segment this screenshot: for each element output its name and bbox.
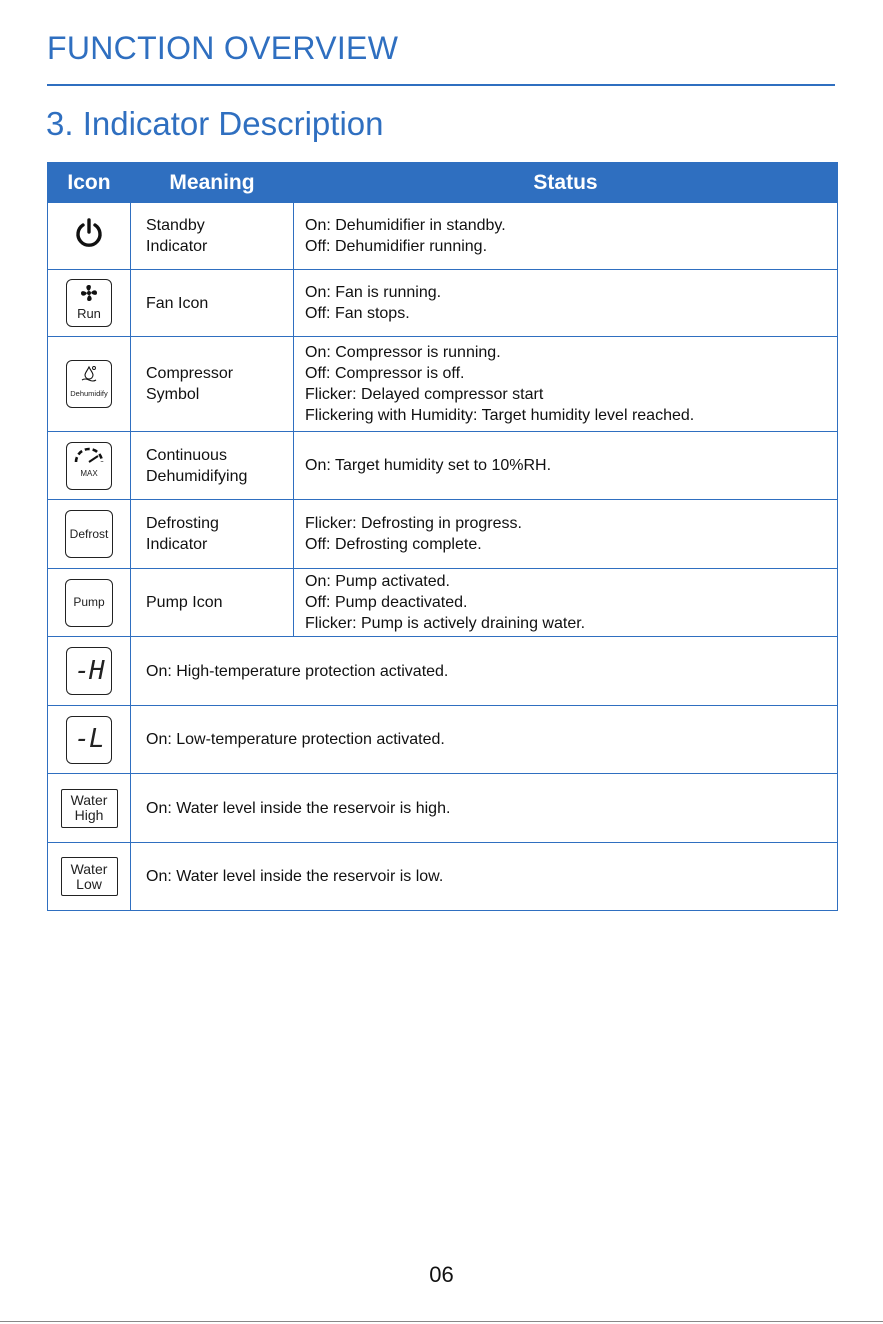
status-line <box>305 405 837 426</box>
pump-icon: Pump <box>65 579 113 627</box>
table-row <box>48 774 838 843</box>
status-cell <box>294 500 838 569</box>
meaning-cell <box>131 569 294 637</box>
icon-cell <box>48 637 131 706</box>
status-cell <box>131 637 838 706</box>
meaning-line: Pump Icon <box>146 594 223 611</box>
meaning-line: Standby <box>146 217 205 234</box>
meaning-cell <box>131 270 294 337</box>
column-header-meaning: Meaning <box>131 163 294 203</box>
status-line <box>305 236 837 257</box>
status-line <box>146 729 837 750</box>
meaning-line: Defrosting <box>146 515 219 532</box>
fan-badge-label: Run <box>77 305 101 321</box>
status-key: On <box>146 868 168 885</box>
status-value: : High-temperature protection activated. <box>167 662 449 680</box>
icon-cell <box>48 270 131 337</box>
water-high-icon <box>61 789 118 828</box>
meaning-line: Compressor <box>146 365 234 382</box>
water-low-icon <box>61 857 118 896</box>
meaning-cell <box>131 337 294 432</box>
status-line <box>305 363 837 384</box>
status-key: Flickering with Humidity <box>305 407 474 424</box>
status-line <box>305 342 837 363</box>
max-gauge-icon <box>73 447 105 463</box>
table-row <box>48 637 838 706</box>
table-row <box>48 569 838 637</box>
meaning-line: Fan Icon <box>146 294 209 312</box>
dehumidify-icon <box>80 365 98 383</box>
indicator-table <box>47 162 838 911</box>
status-cell <box>131 843 838 911</box>
status-value: : Fan stops. <box>326 305 410 322</box>
water-high-label-line: Water <box>70 792 108 808</box>
status-line <box>305 534 837 555</box>
meaning-line: Dehumidifying <box>146 467 248 485</box>
table-header-row <box>48 163 838 203</box>
water-low-label-line: Water <box>70 860 108 877</box>
status-cell <box>294 432 838 500</box>
status-value: : Target humidity set to 10%RH. <box>326 457 552 474</box>
high-temp-icon: -H <box>66 647 112 695</box>
status-line <box>146 798 837 819</box>
status-value: : Pump is actively draining water. <box>352 615 586 632</box>
status-key: Off <box>305 594 327 611</box>
status-value: : Dehumidifier running. <box>326 238 488 255</box>
status-cell <box>131 706 838 774</box>
status-key: On <box>146 799 168 817</box>
status-key: Off <box>305 536 327 553</box>
status-value: : Fan is running. <box>326 284 442 301</box>
status-value: : Dehumidifier in standby. <box>326 217 506 234</box>
water-high-label-line: High <box>74 807 104 823</box>
status-line <box>305 455 837 476</box>
status-key: Off <box>305 305 327 322</box>
max-badge <box>66 442 112 490</box>
status-key: Flicker <box>305 386 353 403</box>
status-value: : Compressor is off. <box>326 365 465 382</box>
page-header-title: FUNCTION OVERVIEW <box>47 30 399 66</box>
status-value: : Defrosting in progress. <box>352 515 522 532</box>
status-cell <box>294 569 838 637</box>
page-number: 06 <box>429 1262 454 1287</box>
meaning-cell <box>131 203 294 270</box>
status-value: : Delayed compressor start <box>352 386 544 403</box>
section-title: 3. Indicator Description <box>46 105 384 142</box>
status-key: Off <box>305 238 327 255</box>
icon-cell <box>48 432 131 500</box>
icon-cell <box>48 843 131 911</box>
power-icon <box>75 217 103 249</box>
column-header-status: Status <box>294 163 838 203</box>
low-temp-icon: -L <box>66 716 112 764</box>
meaning-cell <box>131 432 294 500</box>
status-key: On <box>146 662 168 680</box>
meaning-line: Indicator <box>146 238 208 255</box>
header-divider <box>47 84 835 86</box>
status-line <box>305 303 837 324</box>
status-cell <box>131 774 838 843</box>
column-header-icon: Icon <box>48 163 131 203</box>
status-line <box>305 513 837 534</box>
status-line <box>305 215 837 236</box>
fan-run-badge <box>66 279 112 327</box>
max-badge-label: MAX <box>80 469 98 478</box>
meaning-cell <box>131 500 294 569</box>
meaning-line: Indicator <box>146 536 208 553</box>
footer-divider <box>0 1321 883 1322</box>
status-key: Flicker <box>305 615 353 632</box>
status-value: : Water level inside the reservoir is low. <box>167 868 444 885</box>
status-key: On <box>305 217 327 234</box>
status-value: : Defrosting complete. <box>326 536 482 553</box>
status-cell <box>294 203 838 270</box>
status-key: Flicker <box>305 515 353 532</box>
icon-cell <box>48 774 131 843</box>
status-key: Off <box>305 365 327 382</box>
icon-cell <box>48 569 131 637</box>
water-low-label-line: Low <box>76 875 102 892</box>
table-row <box>48 843 838 911</box>
status-value: : Low-temperature protection activated. <box>167 731 445 748</box>
status-value: : Water level inside the reservoir is high. <box>167 799 451 817</box>
table-row <box>48 706 838 774</box>
icon-cell <box>48 500 131 569</box>
meaning-line: Symbol <box>146 386 200 403</box>
table-row <box>48 432 838 500</box>
table-row <box>48 203 838 270</box>
dehumidify-badge-label: Dehumidify <box>70 388 108 398</box>
status-key: On <box>305 344 327 361</box>
status-line <box>305 613 837 634</box>
table-row <box>48 500 838 569</box>
status-line <box>305 592 837 613</box>
status-key: On <box>305 284 327 301</box>
status-value: : Compressor is running. <box>326 344 501 361</box>
icon-cell <box>48 203 131 270</box>
icon-cell <box>48 706 131 774</box>
status-value: : Pump deactivated. <box>326 594 468 611</box>
fan-icon <box>79 283 99 303</box>
status-value: : Pump activated. <box>326 573 450 590</box>
status-key: On <box>305 457 327 474</box>
icon-cell <box>48 337 131 432</box>
status-cell <box>294 337 838 432</box>
status-line <box>305 571 837 592</box>
status-key: On <box>146 731 168 748</box>
table-row <box>48 337 838 432</box>
status-key: On <box>305 573 327 590</box>
status-line <box>146 866 837 887</box>
status-line <box>305 282 837 303</box>
status-cell <box>294 270 838 337</box>
table-row <box>48 270 838 337</box>
dehumidify-badge <box>66 360 112 408</box>
status-line <box>305 384 837 405</box>
status-value: : Target humidity level reached. <box>473 407 695 424</box>
defrost-icon: Defrost <box>65 510 113 558</box>
status-line <box>146 661 837 682</box>
meaning-line: Continuous <box>146 446 227 464</box>
